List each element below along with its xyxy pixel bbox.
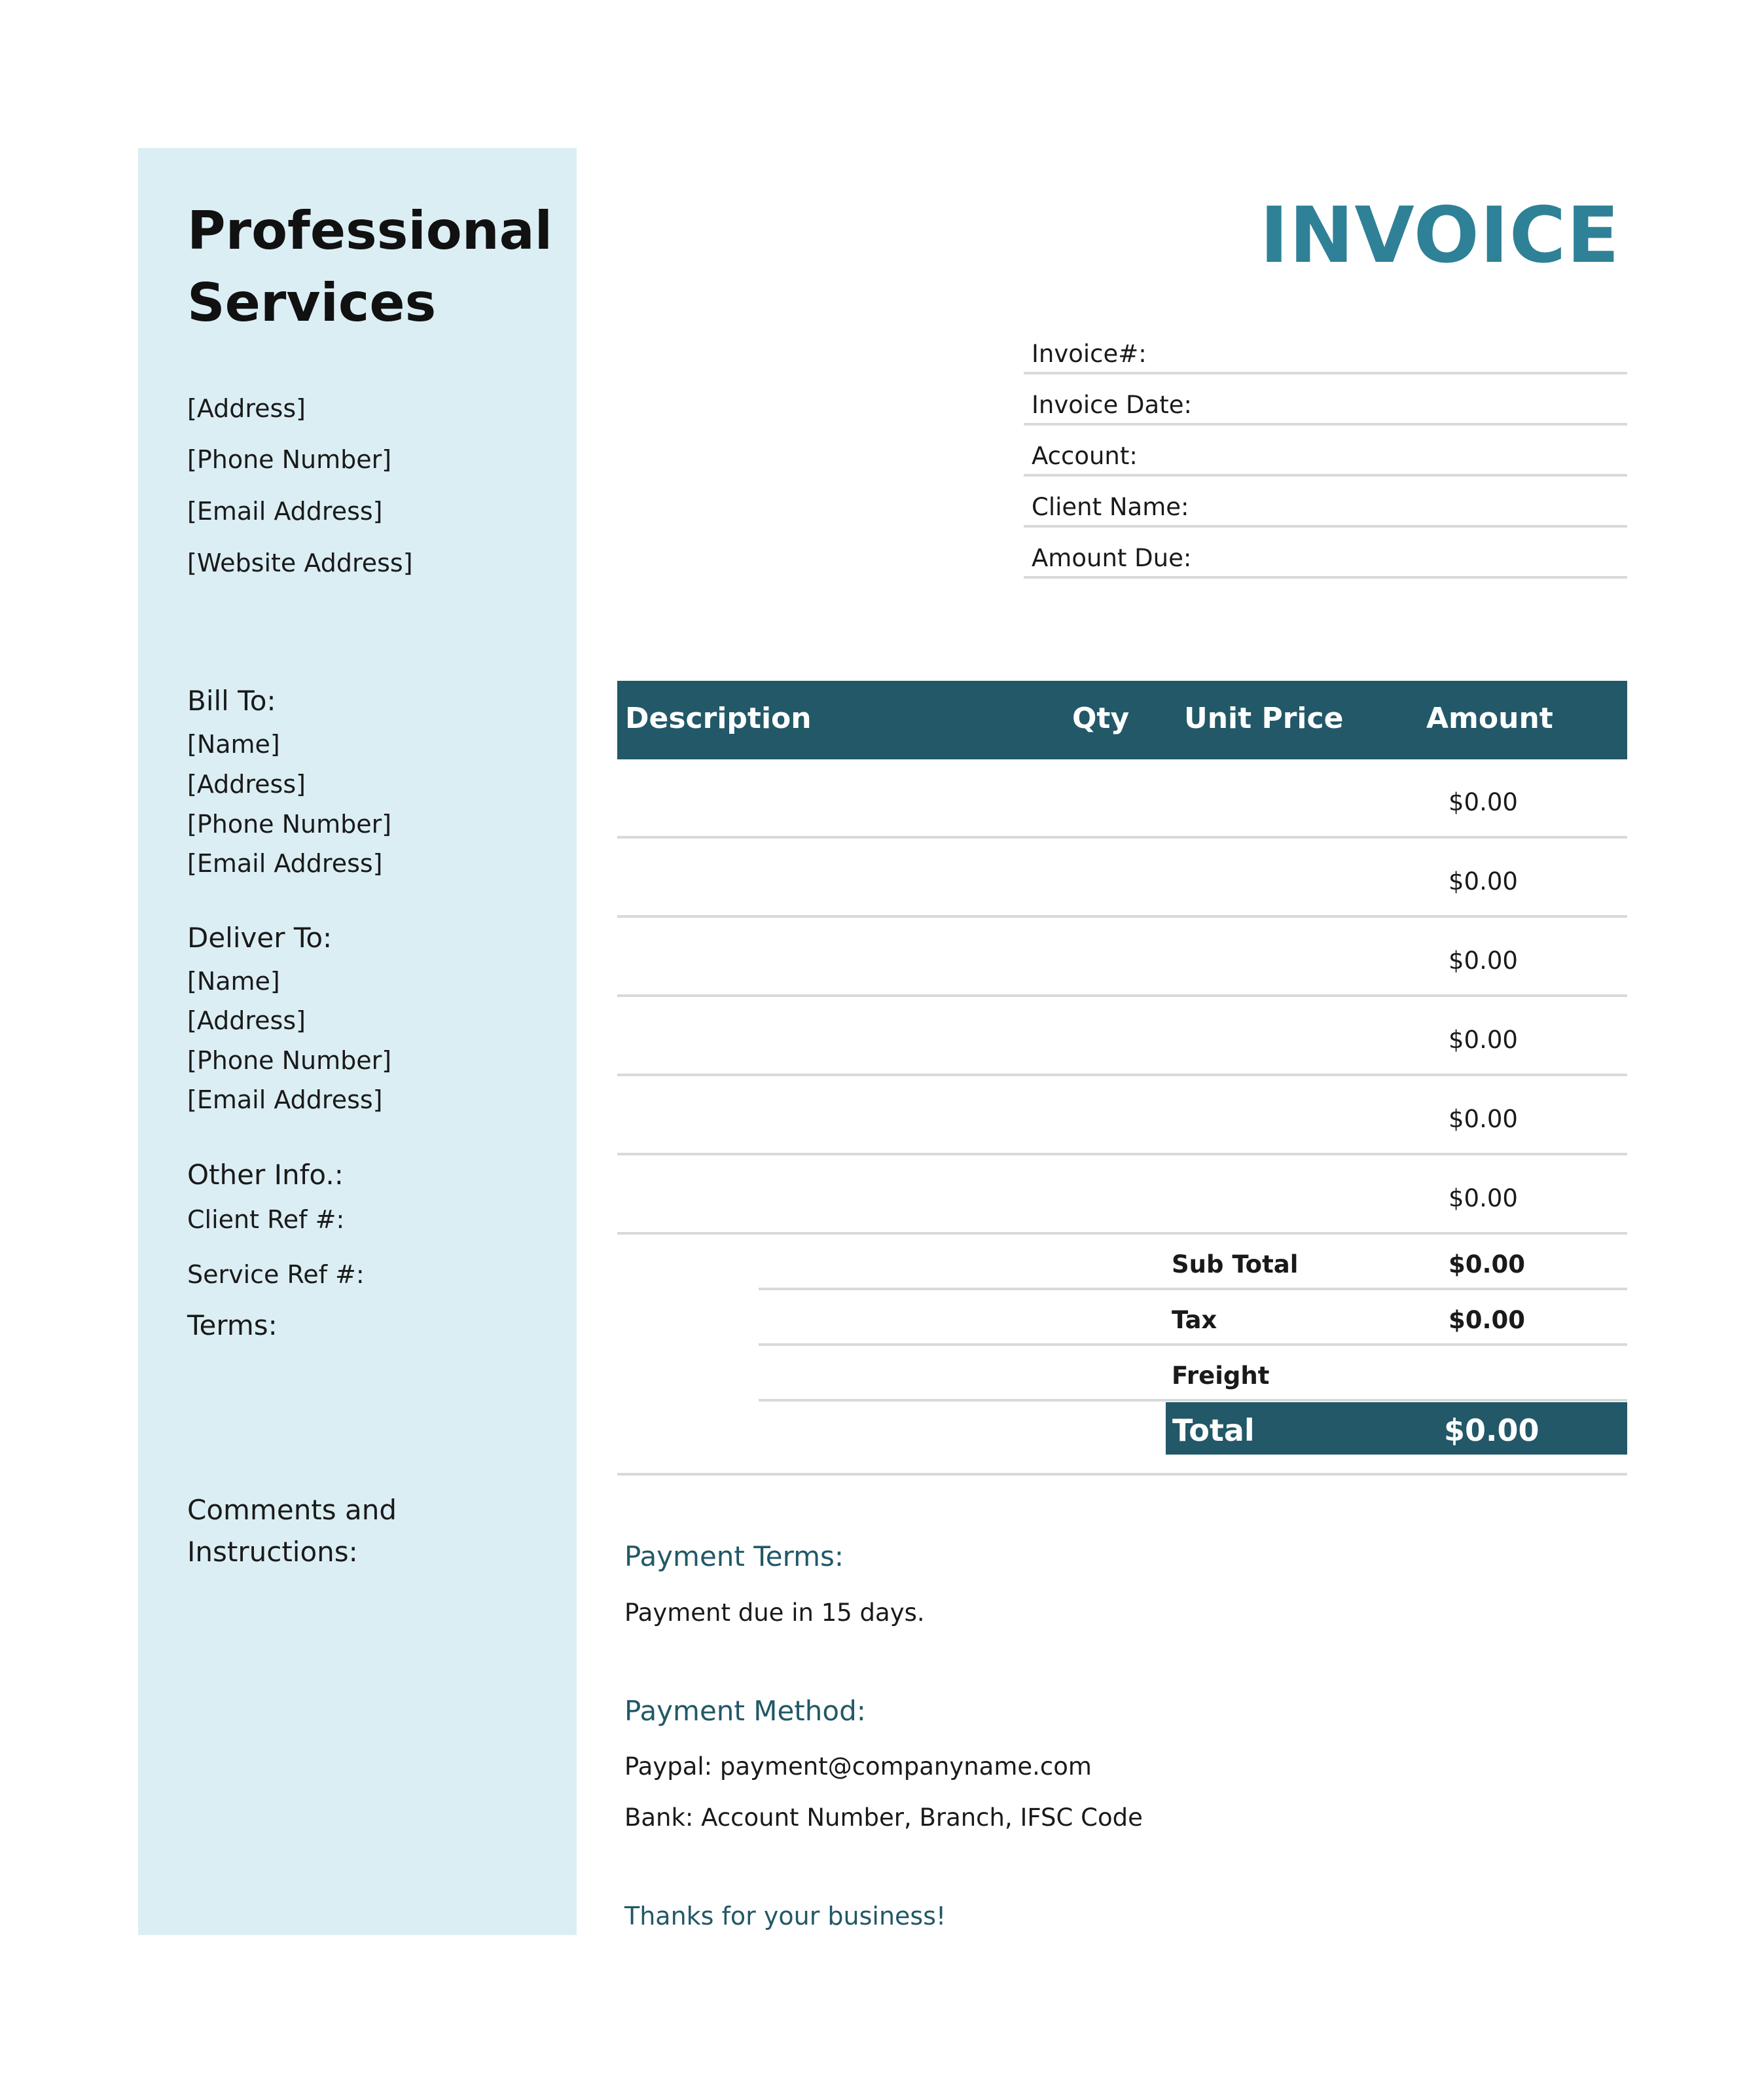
amount-header: Amount <box>1426 702 1553 735</box>
payment-terms-text: Payment due in 15 days. <box>624 1599 925 1627</box>
deliver-to-name: [Name] <box>187 967 280 996</box>
other-info-label: Other Info.: <box>187 1159 344 1191</box>
invoice-number-label: Invoice#: <box>1032 340 1147 368</box>
row-amount: $0.00 <box>1449 1026 1518 1054</box>
bill-to-email: [Email Address] <box>187 849 383 878</box>
deliver-to-address: [Address] <box>187 1006 306 1035</box>
table-row[interactable] <box>617 997 1627 1076</box>
payment-terms-heading: Payment Terms: <box>624 1540 844 1572</box>
subtotal-label: Sub Total <box>1172 1250 1299 1278</box>
qty-header: Qty <box>1072 702 1130 735</box>
bill-to-address: [Address] <box>187 770 306 799</box>
total-row <box>1166 1402 1627 1455</box>
row-amount: $0.00 <box>1449 947 1518 975</box>
invoice-title: INVOICE <box>1259 190 1620 280</box>
row-amount: $0.00 <box>1449 788 1518 816</box>
client-name-field[interactable] <box>1024 477 1627 528</box>
tax-row <box>759 1290 1627 1346</box>
freight-label: Freight <box>1172 1362 1270 1390</box>
items-table-header <box>617 681 1627 759</box>
company-email: [Email Address] <box>187 497 383 526</box>
total-value: $0.00 <box>1444 1413 1539 1448</box>
tax-value: $0.00 <box>1449 1306 1526 1334</box>
deliver-to-email: [Email Address] <box>187 1085 383 1114</box>
table-row[interactable] <box>617 839 1627 918</box>
description-header: Description <box>625 702 812 735</box>
amount-due-field[interactable] <box>1024 528 1627 579</box>
table-row[interactable] <box>617 1076 1627 1155</box>
table-bottom-divider <box>617 1473 1627 1476</box>
row-amount: $0.00 <box>1449 1105 1518 1133</box>
subtotal-row <box>759 1235 1627 1290</box>
unit-price-header: Unit Price <box>1184 702 1344 735</box>
paypal-text: Paypal: payment@companyname.com <box>624 1752 1092 1781</box>
client-name-label: Client Name: <box>1032 493 1189 521</box>
comments-label: Comments and Instructions: <box>187 1494 397 1568</box>
bill-to-label: Bill To: <box>187 685 276 717</box>
terms-label: Terms: <box>187 1309 278 1341</box>
bill-to-phone: [Phone Number] <box>187 810 392 839</box>
invoice-date-label: Invoice Date: <box>1032 391 1192 419</box>
total-label: Total <box>1172 1413 1255 1448</box>
company-phone: [Phone Number] <box>187 445 392 474</box>
table-row[interactable] <box>617 1155 1627 1235</box>
invoice-number-field[interactable] <box>1024 323 1627 374</box>
thanks-message: Thanks for your business! <box>624 1902 946 1930</box>
payment-method-heading: Payment Method: <box>624 1695 866 1727</box>
service-ref-label: Service Ref #: <box>187 1260 365 1289</box>
subtotal-value: $0.00 <box>1449 1250 1526 1278</box>
row-amount: $0.00 <box>1449 867 1518 896</box>
amount-due-label: Amount Due: <box>1032 544 1192 572</box>
row-amount: $0.00 <box>1449 1184 1518 1212</box>
company-website: [Website Address] <box>187 549 413 577</box>
account-label: Account: <box>1032 442 1138 470</box>
deliver-to-label: Deliver To: <box>187 922 333 954</box>
tax-label: Tax <box>1172 1306 1217 1334</box>
company-name: Professional Services <box>187 200 553 333</box>
bank-text: Bank: Account Number, Branch, IFSC Code <box>624 1803 1143 1832</box>
company-address: [Address] <box>187 394 306 423</box>
invoice-date-field[interactable] <box>1024 374 1627 426</box>
bill-to-name: [Name] <box>187 730 280 759</box>
deliver-to-phone: [Phone Number] <box>187 1046 392 1075</box>
client-ref-label: Client Ref #: <box>187 1205 345 1234</box>
table-row[interactable] <box>617 918 1627 997</box>
table-row[interactable] <box>617 759 1627 839</box>
freight-row <box>759 1346 1627 1402</box>
account-field[interactable] <box>1024 426 1627 477</box>
